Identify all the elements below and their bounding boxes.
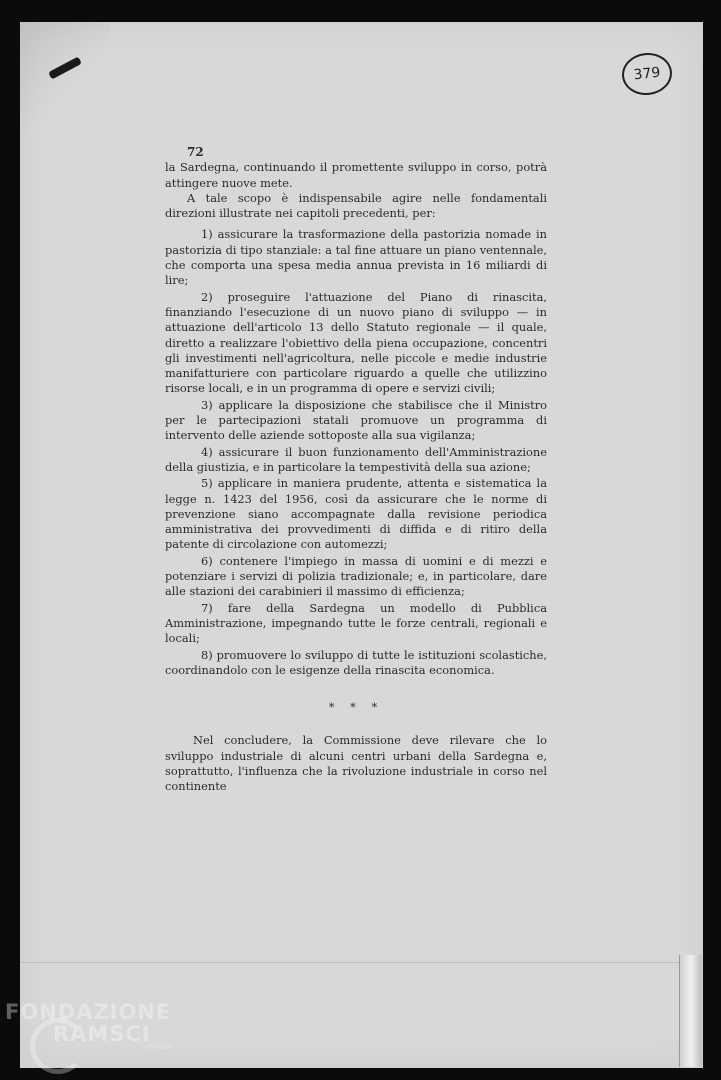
page-tab [679,955,702,1067]
section-separator: * * * [328,700,384,715]
watermark-line1: FONDAZIONE [5,1000,172,1024]
watermark-line3: onlus [147,1042,172,1052]
opening-paragraph: la Sardegna, continuando il promettente sviluppo in corso, potrà attingere nuove mete. [165,160,547,190]
list-item: 3) applicare la disposizione che stabilisce che il Ministro per le partecipazioni statali promuove un programma di intervento delle aziende sottoposte alla sua vigilanza; [165,397,547,443]
intro-paragraph: A tale scopo è indispensabile agire nelle fondamentali direzioni illustrate nei capitoli precedenti, per: [165,190,547,221]
watermark [5,1000,171,1052]
list-item: 2) proseguire l'attuazione del Piano di rinascita, finanziando l'esecuzione di un nuovo piano di sviluppo — in attuazione dell'articolo 13 dello Statuto regionale — il quale, diretto a realizzare l'obiettivo della piena occupazione, concentri gli investimenti nell'agricoltura, nelle piccole e medie industrie manifatturiere con particolare riguardo a quelle che utilizzino risorse locali, e in un programma di opere e servizi civili; [165,289,547,396]
list-item: 5) applicare in maniera prudente, attenta e sistematica la legge n. 1423 del 1956, così da assicurare che le norme di prevenzione siano accompagnate dalla revisione periodica amministrativa dei provvedimenti di diffida e di ritiro della patente di circolazione con automezzi; [165,476,547,552]
archive-stamp-number: 379 [632,64,662,84]
list-item: 4) assicurare il buon funzionamento dell'Amministrazione della giustizia, e in particolare la tempestività della sua azione; [165,444,547,474]
document-body [165,145,547,795]
list-item: 8) promuovere lo sviluppo di tutte le istituzioni scolastiche, coordinandolo con le esigenze della rinascita economica. [165,647,547,677]
page-edge-line [20,962,679,963]
page-number: 72 [187,145,204,159]
conclusion-paragraph: Nel concludere, la Commissione deve rilevare che lo sviluppo industriale di alcuni centri urbani della Sardegna e, soprattutto, l'influenza che la rivoluzione industriale in corso nel continente [165,733,547,794]
folded-corner [20,22,110,132]
watermark-line2: RAMSCI [53,1022,151,1046]
list-item: 7) fare della Sardegna un modello di Pubblica Amministrazione, impegnando tutte le forze centrali, regionali e locali; [165,600,547,646]
list-item: 6) contenere l'impiego in massa di uomini e di mezzi e potenziare i servizi di polizia tradizionale; e, in particolare, dare alle stazioni dei carabinieri il massimo di efficienza; [165,553,547,599]
list-item: 1) assicurare la trasformazione della pastorizia nomade in pastorizia di tipo stanziale: a tal fine attuare un piano ventennale, che comporta una spesa media annua prevista in 16 miliardi di lire; [165,227,547,288]
